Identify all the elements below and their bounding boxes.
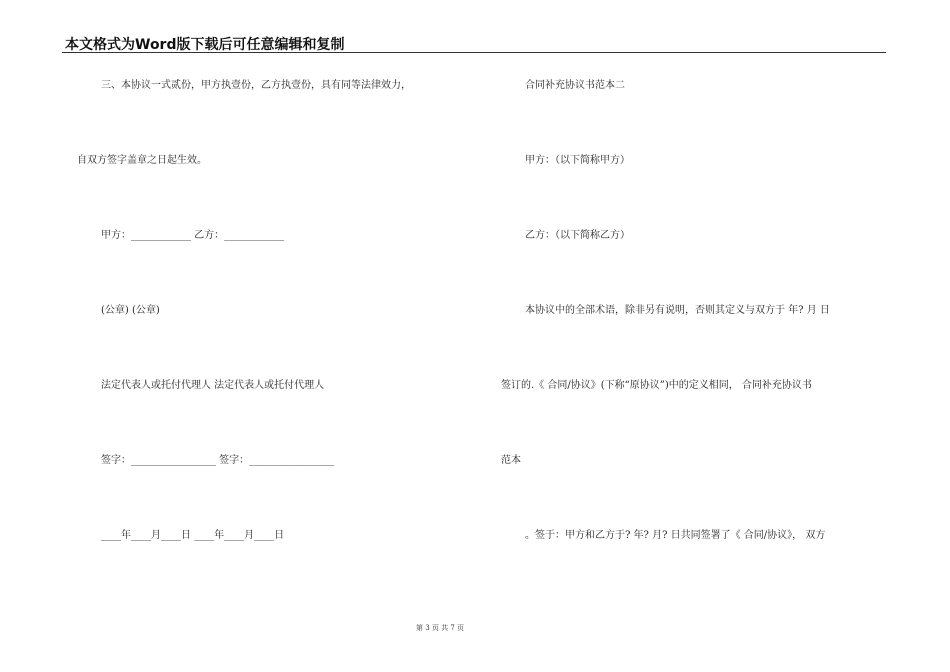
left-line-7: ____年____月____日 ____年____月____日 [101, 530, 285, 541]
right-line-4: 本协议中的全部术语，除非另有说明，否则其定义与双方于 年? 月 日 [525, 305, 830, 316]
left-line-3: 甲方：____________ 乙方：____________ [101, 230, 285, 241]
right-line-6: 范本 [501, 455, 521, 466]
document-header-title: 本文格式为Word版下载后可任意编辑和复制 [65, 37, 345, 53]
left-line-4: (公章) (公章) [101, 305, 160, 316]
header-divider [62, 52, 886, 53]
right-line-1: 合同补充协议书范本二 [525, 80, 625, 91]
right-line-7: 。签于：甲方和乙方于? 年? 月? 日共同签署了《 合同/协议》， 双方 [525, 530, 826, 541]
left-line-1: 三、本协议一式贰份，甲方执壹份，乙方执壹份，具有同等法律效力， [101, 80, 411, 91]
page-indicator: 第 3 页 共 7 页 [415, 624, 465, 632]
right-line-5: 签订的.《 合同/协议》(下称“原协议”)中的定义相同， 合同补充协议书 [501, 380, 812, 391]
right-line-2: 甲方：（以下简称甲方） [525, 155, 630, 166]
left-line-5: 法定代表人或托付代理人 法定代表人或托付代理人 [101, 380, 325, 391]
left-line-2: 自双方签字盖章之日起生效。 [77, 155, 207, 166]
right-line-3: 乙方：（以下简称乙方） [525, 230, 630, 241]
left-line-6: 签字：_________________ 签字：_________________ [101, 455, 335, 466]
